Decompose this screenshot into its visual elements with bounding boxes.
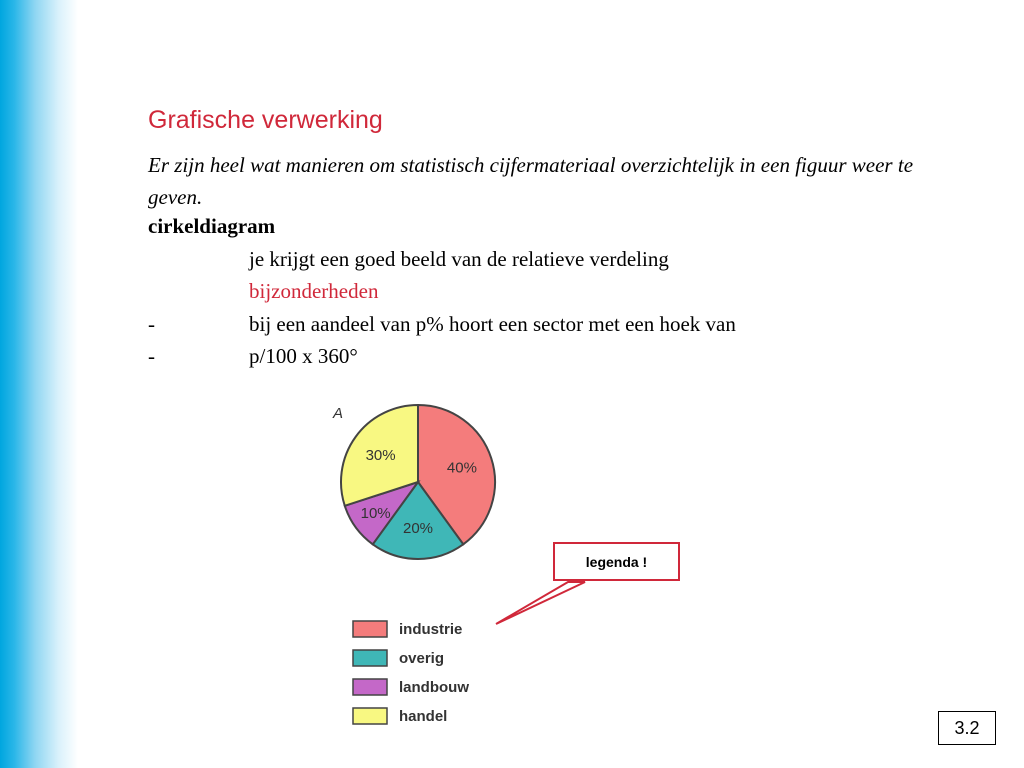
section-heading: cirkeldiagram (148, 214, 276, 238)
line-3-text: bij een aandeel van p% hoort een sector met een hoek van (249, 312, 736, 336)
legend-label-overig: overig (399, 650, 445, 667)
intro-text: Er zijn heel wat manieren om statistisch cijfermateriaal overzichtelijk in een figuur weer te geven. (148, 153, 914, 209)
line-4-text: p/100 x 360° (249, 344, 358, 368)
legend-swatch-handel (353, 708, 387, 724)
legend-swatch-industrie (353, 621, 387, 637)
legend-swatch-overig (353, 650, 387, 666)
line-3-bullet: - (148, 312, 155, 336)
page-number: 3.2 (938, 711, 996, 745)
legend-label-industrie: industrie (399, 621, 463, 638)
legend-swatch-landbouw (353, 679, 387, 695)
slice-label-handel: 30% (365, 446, 396, 464)
line-1-text: je krijgt een goed beeld van de relatieve verdeling (249, 247, 669, 271)
legend-label-landbouw: landbouw (399, 679, 469, 696)
chart-label: A (333, 405, 344, 422)
line-4-bullet: - (148, 344, 155, 368)
callout-pointer (496, 582, 585, 624)
chart-legend (353, 621, 469, 725)
line-2-text: bijzonderheden (249, 279, 379, 303)
slice-label-overig: 20% (402, 520, 434, 538)
slide-title: Grafische verwerking (148, 106, 383, 134)
slice-label-industrie: 40% (446, 459, 477, 477)
slice-label-landbouw: 10% (360, 504, 391, 522)
legend-label-handel: handel (399, 708, 448, 725)
legend-callout: legenda ! (553, 542, 680, 581)
